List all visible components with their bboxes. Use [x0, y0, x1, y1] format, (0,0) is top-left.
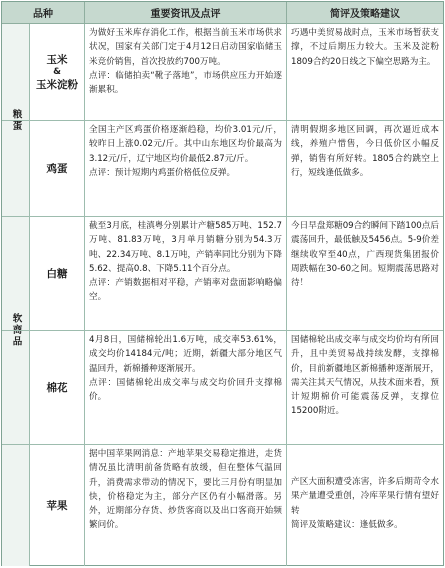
news-comment: 点评：国储棉轮出成交率与成交均价回升支撑棉价。: [89, 377, 282, 403]
product-name: 棉花: [46, 382, 68, 394]
product-apple: [30, 445, 85, 566]
news-comment: 点评：预计短期内鸡蛋价格低位反弹。: [89, 167, 236, 178]
table-row: [2, 331, 443, 445]
news-text: 全国主产区鸡蛋价格逐渐趋稳，均价3.01元/斤，较昨日上涨0.02元/斤。其中山东地区均价最高为3.12元/斤，辽宁地区均价最低2.87元/斤。: [89, 125, 282, 164]
product-name: 白糖: [46, 268, 68, 280]
news-comment: 点评：临储拍卖“靴子落地”，市场供应压力开始逐渐累积。: [89, 70, 282, 96]
header-category: 品种: [2, 2, 85, 23]
product-egg: [30, 121, 85, 216]
product-cotton: [30, 331, 85, 444]
comment-text: 今日早盘郑糖09合约瞬间下踏100点后震荡回升，最低触及5456点。5-9价差继续收窄至40点，广西现货集团报价周跌幅在30-60之间。短期震荡思路对待！: [291, 221, 439, 289]
comment-egg: [287, 121, 443, 216]
table-row: [2, 217, 443, 331]
news-text: 为做好玉米库存消化工作，根据当前玉米市场供求状况，国家有关部门定于4月12日启动国家临储玉米竞价销售，首次投放约700万吨。: [89, 28, 282, 67]
news-text: 4月8日，国储棉轮出1.6万吨，成交率53.61%，成交均价14184元/吨；近期，新疆大部分地区气温回升，新棉播种逐渐展开。: [89, 335, 282, 374]
comment-text: 产区大面积遭受冻害，许多后期苛令水果产量遭受重创，冷库苹果行情有望好转: [291, 477, 439, 516]
header-comment: 简评及策略建议: [330, 9, 400, 20]
product-name: 鸡蛋: [46, 163, 68, 175]
news-text: 据中国苹果网消息：产地苹果交易稳定推进，走货情况虽比清明前备货略有放缓，但在整体气温回升，消费需求带动的情况下，要比三月份有明显加快，价格稳定为主，部分产区仍有小幅滑落。另外，近期部分存货、炒货客商以及出口客商开始频繁问价。: [89, 449, 282, 531]
product-name: 玉米淀粉: [36, 79, 78, 91]
comment-text: 巧遇中美贸易战时点，玉米市场暂获支撑，不过后期压力较大。玉米及淀粉1809合约20日线之下偏空思路为主。: [291, 28, 439, 67]
comment-sugar: [287, 217, 443, 330]
comment-text: 清明假期多地区回调，再次逼近成本线，养殖户惜售，今日低价区小幅反弹，销售有所好转。1805合约跳空上行，短线逢低做多。: [291, 125, 439, 178]
product-sugar: [30, 217, 85, 330]
news-egg: [85, 121, 287, 216]
news-text: 截至3月底，桂滇粤分别累计产糖585万吨、152.7万吨、81.83万吨，3月单月销糖分别为54.3万吨、22.34万吨、8.1万吨，产销率同比分别为下降5.62、提高0.8、下降5.11个百分点。: [89, 221, 282, 274]
comment-text: 国储棉轮出成交率与成交均价均有所回升，且中美贸易战持续发酵，支撑棉价，目前新疆地区新棉播种逐渐展开，需关注其天气情况，从技术面来看，预计短期棉价可能震荡反弹，支撑位15200附近。: [291, 335, 439, 417]
table-row: [2, 24, 443, 121]
comment-apple: [287, 445, 443, 566]
category-grain-egg: 粮蛋: [2, 24, 30, 217]
news-sugar: [85, 217, 287, 330]
product-name: 玉米: [46, 54, 68, 66]
news-comment: 点评：产销数据相对平稳，产销率对盘面影响略偏空。: [89, 278, 282, 303]
table-header: [2, 2, 443, 24]
header-news: 重要资讯及点评: [85, 2, 287, 23]
comment-cotton: [287, 331, 443, 444]
commodity-report-table: [1, 1, 444, 566]
category-soft-commodities: 软商品: [2, 217, 30, 445]
table-row: [2, 121, 443, 217]
news-apple: [85, 445, 287, 566]
news-corn: [85, 24, 287, 120]
product-corn: [30, 24, 85, 120]
comment-strategy: 简评及策略建议：逢低做多。: [291, 519, 403, 530]
news-cotton: [85, 331, 287, 444]
table-row: [2, 445, 443, 566]
product-name: &: [53, 67, 61, 77]
product-name: 苹果: [46, 500, 68, 512]
comment-corn: [287, 24, 443, 120]
